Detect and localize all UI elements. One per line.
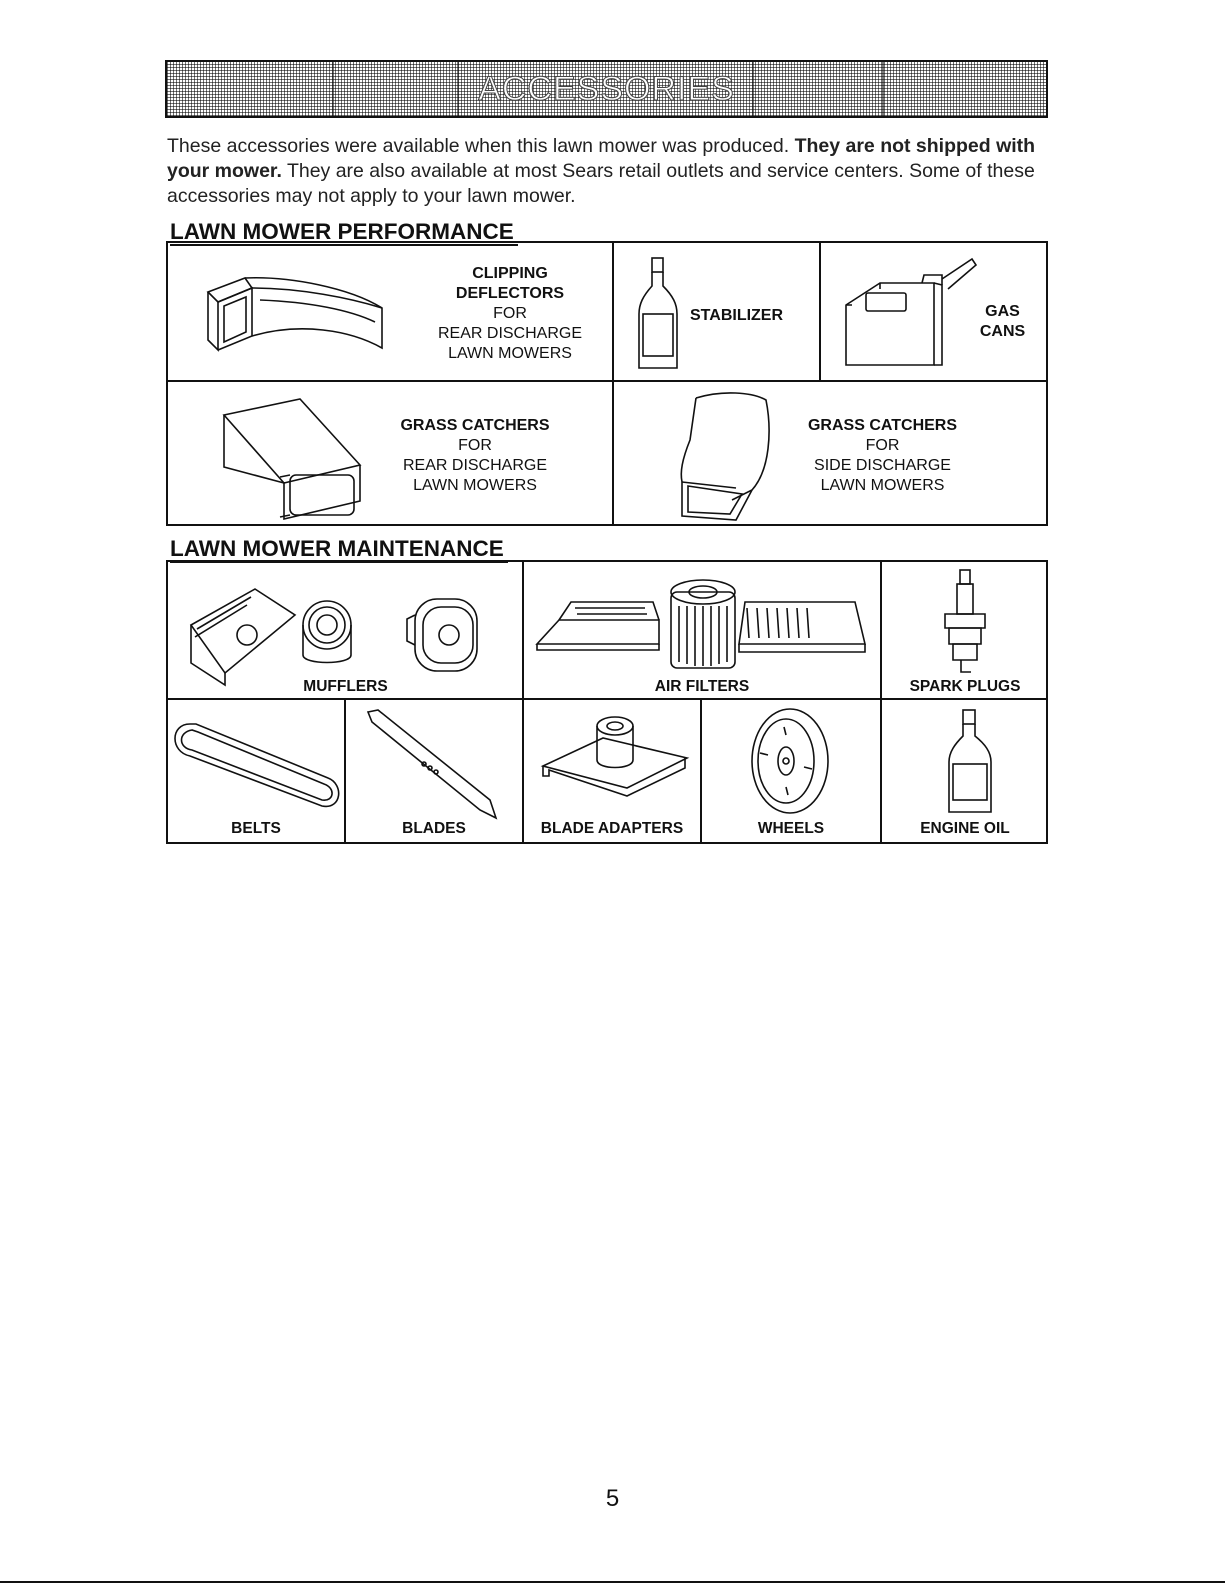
spark-plug-icon	[935, 568, 995, 676]
label-line: DEFLECTORS	[455, 285, 565, 302]
banner-divider	[752, 62, 754, 116]
blades-label: BLADES	[402, 820, 466, 837]
label-line: FOR	[493, 305, 527, 322]
banner-divider	[457, 62, 459, 116]
label-line: LAWN MOWERS	[413, 477, 537, 494]
clipping-deflector-icon	[200, 270, 390, 350]
table-divider	[166, 698, 1048, 700]
footer-rule	[0, 1581, 1225, 1583]
banner-divider	[332, 62, 334, 116]
rear-grass-catchers-label	[375, 416, 575, 496]
banner-divider	[882, 62, 884, 116]
label-line: GRASS CATCHERS	[400, 417, 550, 434]
table-divider	[819, 241, 821, 381]
side-grass-catcher-icon	[672, 390, 782, 525]
stabilizer-label	[690, 306, 800, 326]
label-line: REAR DISCHARGE	[402, 457, 548, 474]
intro-text-continued: They are also available at most Sears retail outlets and service centers. Some of these accessories may not apply to your lawn mower.	[167, 160, 1035, 207]
blade-adapters-label: BLADE ADAPTERS	[540, 820, 684, 837]
engine-oil-bottle-icon	[945, 708, 995, 816]
belts-label: BELTS	[231, 820, 281, 837]
banner-title: ACCESSORIES	[478, 69, 735, 108]
gas-cans-label	[975, 302, 1030, 342]
label-line: FOR	[458, 437, 492, 454]
maintenance-heading: LAWN MOWER MAINTENANCE	[170, 537, 508, 563]
table-divider	[522, 560, 524, 844]
label-line: CANS	[979, 323, 1026, 340]
gas-can-icon	[842, 255, 982, 370]
mufflers-label: MUFFLERS	[303, 678, 388, 695]
mufflers-icon	[185, 585, 515, 685]
air-filters-icon	[535, 572, 870, 672]
blade-icon	[360, 708, 510, 820]
engine-oil-label: ENGINE OIL	[920, 820, 1010, 837]
label-line: GAS	[985, 303, 1020, 320]
clipping-deflectors-label	[410, 264, 610, 364]
rear-grass-catcher-icon	[220, 395, 370, 520]
intro-text: These accessories were available when this lawn mower was produced.	[167, 135, 795, 157]
label-line: LAWN MOWERS	[448, 345, 572, 362]
label-line: LAWN MOWERS	[820, 477, 945, 494]
spark-plugs-label: SPARK PLUGS	[909, 678, 1021, 695]
belt-icon	[172, 712, 342, 812]
label-line: FOR	[865, 437, 900, 454]
label-line: CLIPPING	[472, 265, 548, 282]
label-line: STABILIZER	[690, 307, 784, 324]
performance-heading: LAWN MOWER PERFORMANCE	[170, 220, 518, 246]
wheels-label: WHEELS	[757, 820, 825, 837]
intro-paragraph	[167, 134, 1047, 209]
label-line: GRASS CATCHERS	[807, 417, 958, 434]
wheel-icon	[740, 705, 840, 817]
label-line: SIDE DISCHARGE	[814, 457, 951, 474]
table-divider	[880, 560, 882, 844]
table-divider	[166, 380, 1048, 382]
blade-adapter-icon	[535, 712, 695, 812]
table-divider	[612, 241, 614, 526]
air-filters-label: AIR FILTERS	[654, 678, 750, 695]
intro-bold-text: They are not shipped with your mower.	[167, 135, 1036, 182]
side-grass-catchers-label	[785, 416, 980, 496]
label-line: REAR DISCHARGE	[437, 325, 583, 342]
page-number: 5	[605, 1485, 620, 1512]
stabilizer-bottle-icon	[633, 256, 683, 374]
accessories-banner	[165, 60, 1048, 118]
